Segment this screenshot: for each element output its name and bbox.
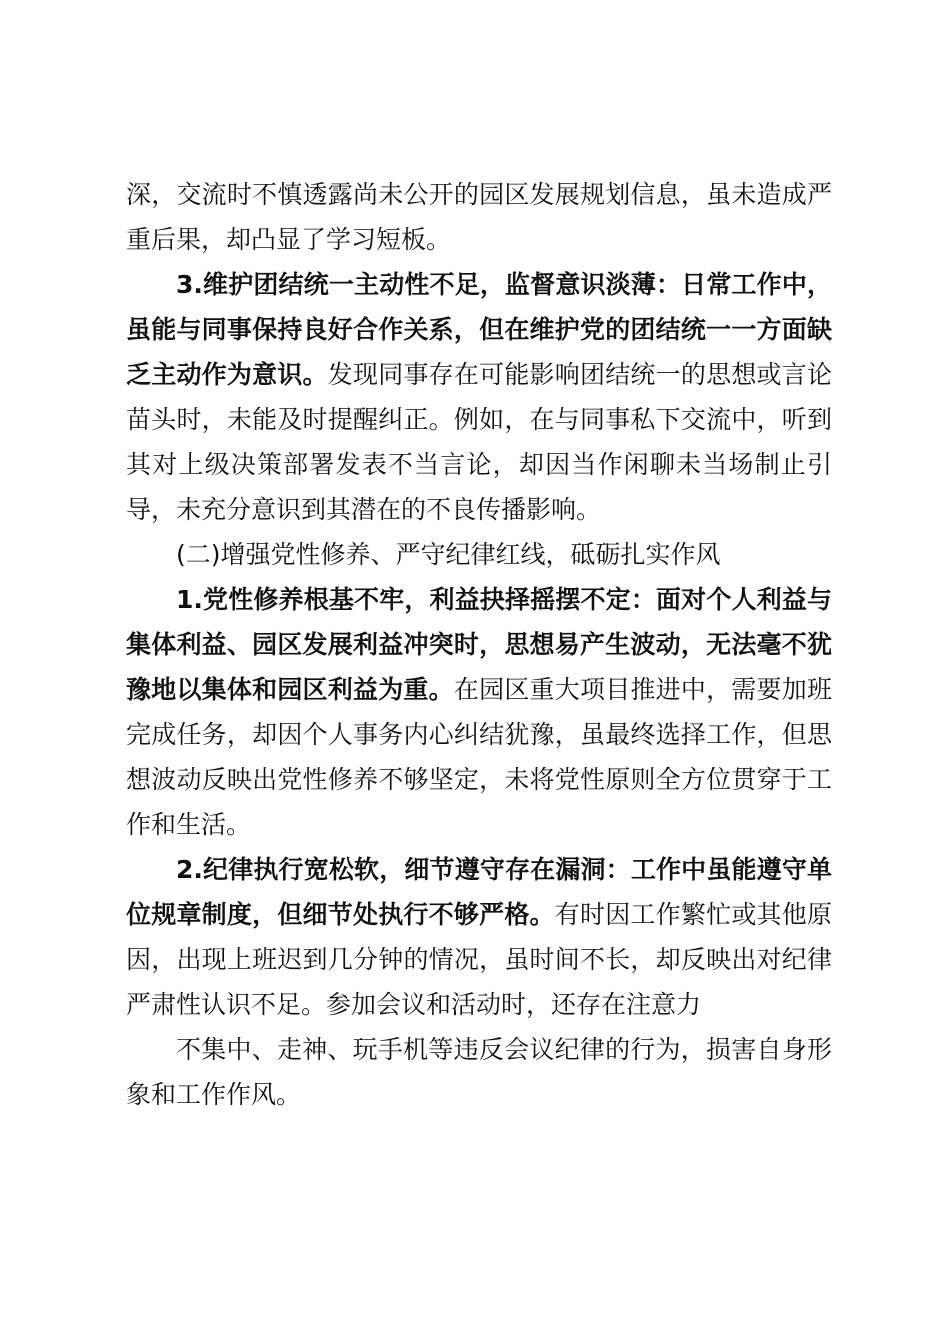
section-heading-text: (二)增强党性修养、严守纪律红线，砥砺扎实作风 — [176, 540, 721, 569]
section-heading — [126, 532, 832, 577]
paragraph-bold-lead: 3.维护团结统一主动性不足，监督意识淡薄：日常工作中，虽能与同事保持良好合作关系，但在维护党的团结统一一方面缺乏主动作为意识。 — [126, 270, 832, 389]
paragraph-text: 在园区重大项目推进中，需要加班完成任务，却因个人事务内心纠结犹豫，虽最终选择工作，但思想波动反映出党性修养不够坚定，未将党性原则全方位贯穿于工作和生活。 — [126, 675, 832, 839]
paragraph-text: 不集中、走神、玩手机等违反会议纪律的行为，损害自身形象和工作作风。 — [126, 1035, 832, 1109]
paragraph-text: 发现同事存在可能影响团结统一的思想或言论苗头时，未能及时提醒纠正。例如，在与同事私下交流中，听到其对上级决策部署发表不当言论，却因当作闲聊未当场制止引导，未充分意识到其潜在的不良传播影响。 — [126, 360, 832, 524]
paragraph-continuation — [126, 172, 832, 262]
paragraph-bold-lead: 2.纪律执行宽松软，细节遵守存在漏洞：工作中虽能遵守单位规章制度，但细节处执行不够严格。 — [126, 855, 832, 929]
paragraph-continuation-2 — [126, 1027, 832, 1117]
paragraph-text: 深，交流时不慎透露尚未公开的园区发展规划信息，虽未造成严重后果，却凸显了学习短板。 — [126, 180, 832, 254]
paragraph-item-2 — [126, 847, 832, 1027]
paragraph-item-1 — [126, 577, 832, 847]
paragraph-bold-lead: 1.党性修养根基不牢，利益抉择摇摆不定：面对个人利益与集体利益、园区发展利益冲突时，思想易产生波动，无法毫不犹豫地以集体和园区利益为重。 — [126, 585, 832, 704]
paragraph-text: 有时因工作繁忙或其他原因，出现上班迟到几分钟的情况，虽时间不长，却反映出对纪律严肃性认识不足。参加会议和活动时，还存在注意力 — [126, 900, 832, 1019]
paragraph-item-3 — [126, 262, 832, 532]
